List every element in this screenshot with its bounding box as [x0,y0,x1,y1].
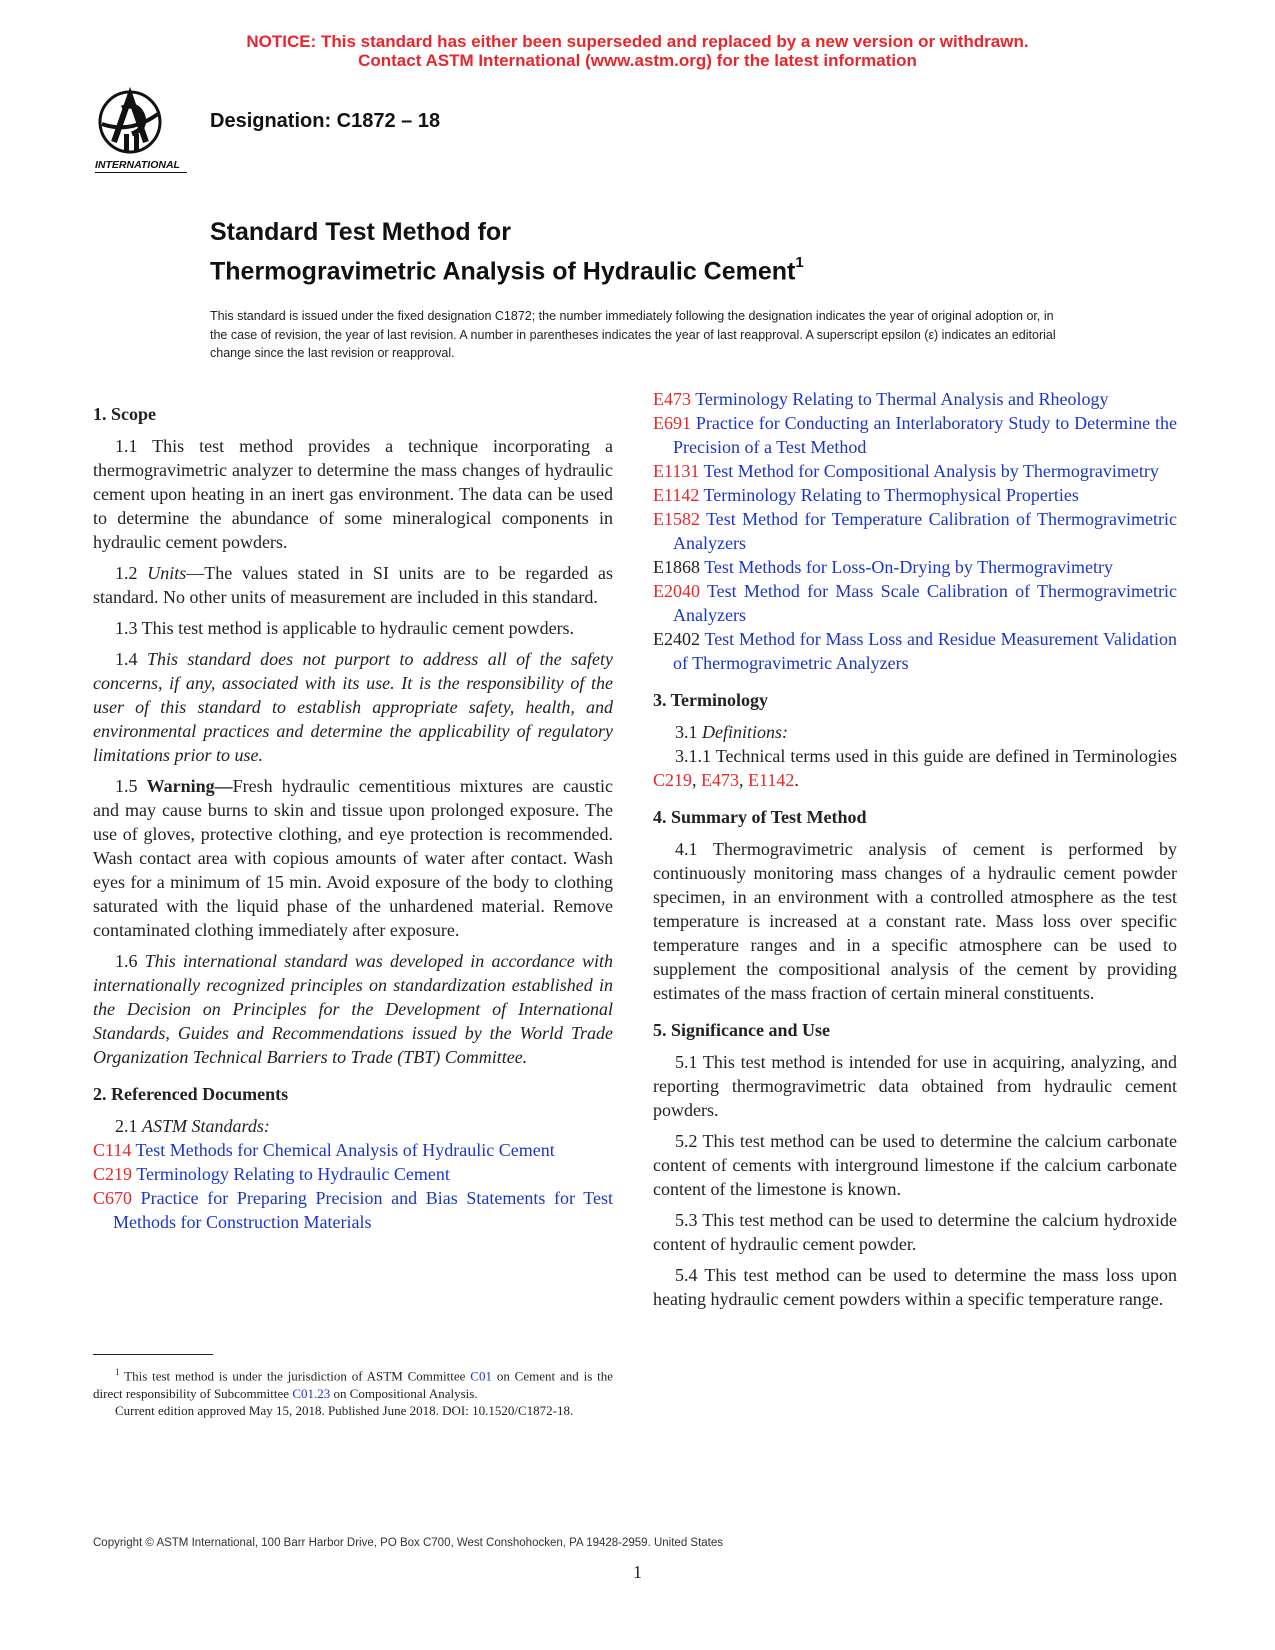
section-heading-terminology: 3. Terminology [653,690,769,710]
footnote-line-2: Current edition approved May 15, 2018. Published June 2018. DOI: 10.1520/C1872-18. [115,1403,574,1419]
footnote-divider [93,1354,213,1355]
paragraph-1-4: 1.4 This standard does not purport to address all of the safety concerns, if any, associated with its use. It is the responsibility of the user of this standard to establish appropriate safety, health, and environmental practices and determine the applicability of regulatory limitations prior to use. [93,649,613,765]
intro-paragraph: This standard is issued under the fixed designation C1872; the number immediately following the designation indicates the year of original adoption or, in the case of revision, the year of last revision. A number in parentheses indicates the year of last reapproval. A superscript epsilon (ε) indicates an editorial change since the last revision or reapproval. [210,309,1056,360]
paragraph-5-1: 5.1 This test method is intended for use in acquiring, analyzing, and reporting thermogravimetric data obtained from hydraulic cement powders. [653,1052,1177,1120]
paragraph-3-1: 3.1 Definitions: [675,722,788,742]
title-footnote-mark[interactable]: 1 [795,254,804,271]
left-column [93,402,613,1234]
paragraph-2-1: 2.1 ASTM Standards: [115,1116,270,1136]
logo-text: INTERNATIONAL [95,159,180,171]
section-heading-summary: 4. Summary of Test Method [653,807,867,827]
page-number: 1 [633,1562,642,1582]
committee-link[interactable]: C01 [470,1368,492,1384]
reference-item[interactable]: E2402 Test Method for Mass Loss and Residue Measurement Validation of Thermogravimetric Analyzers [653,629,1177,673]
designation: Designation: C1872 – 18 [210,110,441,132]
title-line-2: Thermogravimetric Analysis of Hydraulic Cement$^1$ [210,254,804,286]
reference-item[interactable]: C114 Test Methods for Chemical Analysis of Hydraulic Cement [93,1140,555,1160]
paragraph-5-4: 5.4 This test method can be used to determine the mass loss upon heating hydraulic cement powders within a specific temperature range. [653,1265,1177,1309]
term-ref-link[interactable]: E473 [701,770,740,790]
astm-international-logo [92,84,202,180]
reference-item[interactable]: E1131 Test Method for Compositional Analysis by Thermogravimetry [653,461,1159,481]
reference-item[interactable]: E691 Practice for Conducting an Interlaboratory Study to Determine the Precision of a Test Method [653,413,1177,457]
paragraph-5-3: 5.3 This test method can be used to determine the calcium hydroxide content of hydraulic cement powder. [653,1210,1177,1254]
section-heading-referenced-documents: 2. Referenced Documents [93,1084,289,1104]
withdrawal-notice [0,32,1275,70]
copyright: Copyright © ASTM International, 100 Barr Harbor Drive, PO Box C700, West Conshohocken, PA 19428-2959. United States [93,1537,724,1549]
paragraph-1-5: 1.5 Warning—Fresh hydraulic cementitious mixtures are caustic and may cause burns to skin and tissue upon prolonged exposure. The use of gloves, protective clothing, and eye protection is recommended. Wash contact area with copious amounts of water after contact. Wash eyes for a minimum of 15 min. Avoid exposure of the body to clothing saturated with the liquid phase of the unhardened material. Remove contaminated clothing immediately after exposure. [93,776,614,940]
paragraph-3-1-1: 3.1.1 Technical terms used in this guide are defined in Terminologies C219, E473, E1142. [653,746,1177,790]
section-heading-significance: 5. Significance and Use [653,1020,831,1040]
paragraph-1-3: 1.3 This test method is applicable to hydraulic cement powders. [115,618,575,638]
term-ref-link[interactable]: E1142 [748,770,795,790]
paragraph-1-2: 1.2 Units—The values stated in SI units are to be regarded as standard. No other units of measurement are included in this standard. [93,563,614,607]
subcommittee-link[interactable]: C01.23 [292,1385,331,1401]
reference-item[interactable]: C670 Practice for Preparing Precision and Bias Statements for Test Methods for Construction Materials [93,1188,614,1232]
section-heading-scope: 1. Scope [93,404,156,424]
reference-item[interactable]: E1142 Terminology Relating to Thermophysical Properties [653,485,1079,505]
footnote-line-1: $^1$ This test method is under the jurisdiction of ASTM Committee C01 on Cement and is the direct responsibility of Subcommittee C01.23 on Compositional Analysis. [93,1367,614,1401]
paragraph-1-1: 1.1 This test method provides a technique incorporating a thermogravimetric analyzer to determine the mass changes of hydraulic cement upon heating in an inert gas environment. The data can be used to determine the abundance of some mineralogical components in hydraulic cement powders. [93,436,613,552]
notice-line-1: NOTICE: This standard has either been superseded and replaced by a new version or withdrawn. [246,32,1029,51]
footnote [93,1364,613,1420]
reference-item[interactable]: E1582 Test Method for Temperature Calibration of Thermogravimetric Analyzers [653,509,1177,553]
document-title [210,216,804,288]
paragraph-5-2: 5.2 This test method can be used to determine the calcium carbonate content of cements with interground limestone if the calcium carbonate content of the limestone is known. [653,1131,1177,1199]
reference-item[interactable]: E2040 Test Method for Mass Scale Calibration of Thermogravimetric Analyzers [653,581,1177,625]
right-column [653,387,1177,1318]
notice-line-2: Contact ASTM International (www.astm.org) for the latest information [358,51,917,70]
paragraph-4-1: 4.1 Thermogravimetric analysis of cement is performed by continuously monitoring mass changes of a hydraulic cement powder specimen, in an environment with a controlled atmosphere as the test temperature is increased at a constant rate. Mass loss over specific temperature ranges and in a specific atmosphere can be used to supplement the compositional analysis of the cement by providing estimates of the mass fraction of certain mineral constituents. [653,839,1177,1003]
paragraph-1-6: 1.6 This international standard was developed in accordance with internationally recognized principles on standardization established in the Decision on Principles for the Development of International Standards, Guides and Recommendations issued by the World Trade Organization Technical Barriers to Trade (TBT) Committee. [93,951,613,1067]
term-ref-link[interactable]: C219 [653,770,693,790]
reference-item[interactable]: C219 Terminology Relating to Hydraulic Cement [93,1164,450,1184]
reference-item[interactable]: E473 Terminology Relating to Thermal Analysis and Rheology [653,389,1109,409]
title-line-1: Standard Test Method for [210,218,511,246]
reference-item[interactable]: E1868 Test Methods for Loss-On-Drying by Thermogravimetry [653,557,1114,577]
